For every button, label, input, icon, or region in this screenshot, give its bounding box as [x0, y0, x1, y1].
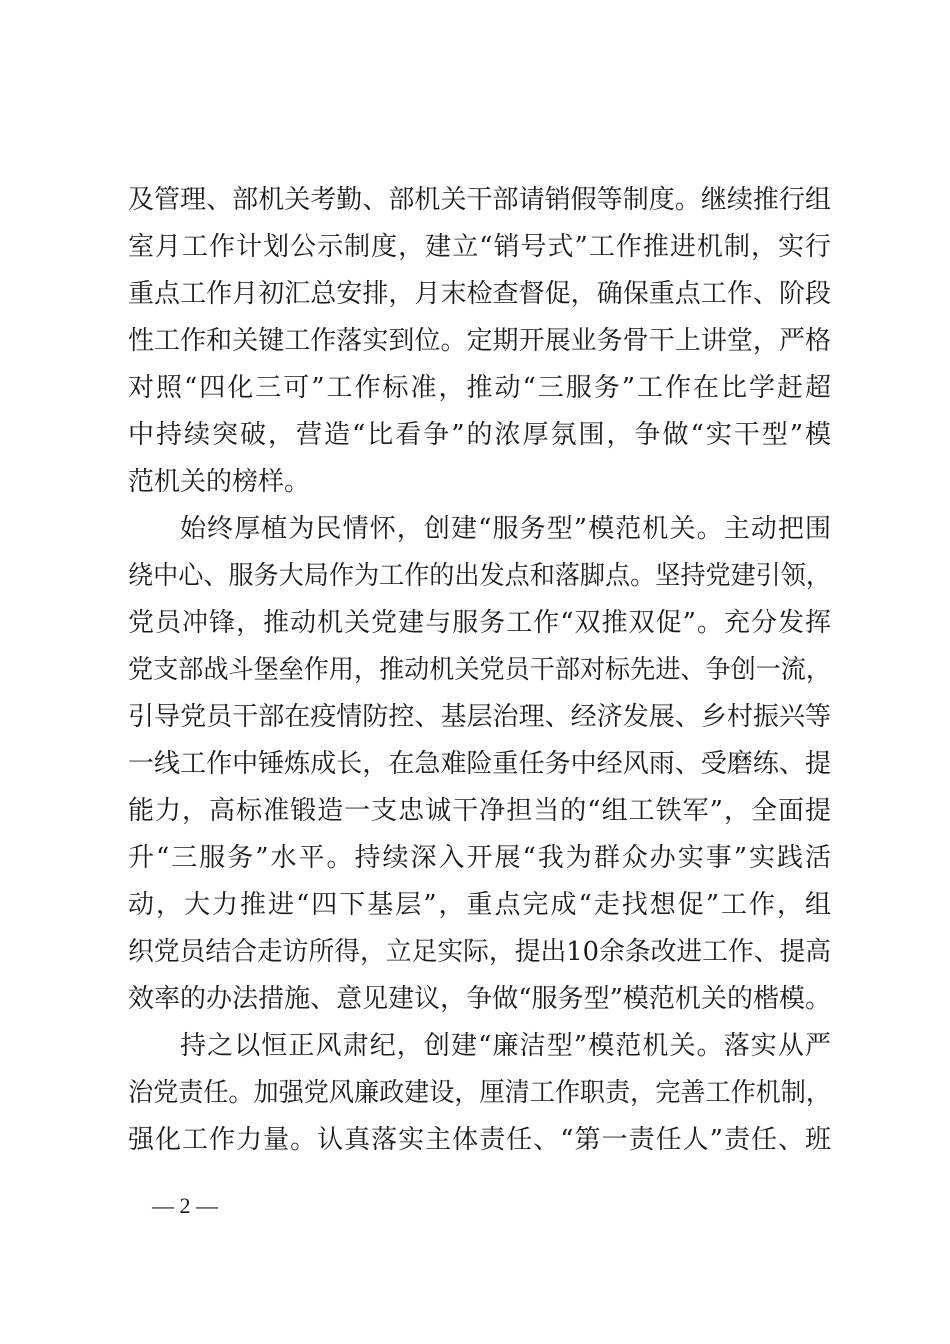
page-number: — 2 — — [152, 1193, 218, 1218]
text-line — [0, 697, 950, 737]
text-line-content: 织党员结合走访所得，立足实际，提出10余条改进工作、提高 — [128, 937, 832, 967]
text-line-content: 持之以恒正风肃纪，创建“廉洁型”模范机关。落实从严 — [180, 1031, 831, 1061]
text-line — [0, 368, 950, 408]
text-line — [0, 321, 950, 361]
text-line — [0, 556, 950, 596]
text-line — [0, 180, 950, 220]
text-line-content: 引导党员干部在疫情防控、基层治理、经济发展、乡村振兴等 — [128, 702, 831, 732]
text-line-content: 绕中心、服务大局作为工作的出发点和落脚点。坚持党建引领， — [128, 561, 832, 591]
text-line — [0, 274, 950, 314]
text-line-content: 动，大力推进“四下基层”，重点完成“走找想促”工作，组 — [128, 890, 831, 920]
paragraph-first-line — [0, 1026, 950, 1066]
text-line — [0, 1073, 950, 1113]
text-line — [0, 650, 950, 690]
text-line — [0, 791, 950, 831]
text-line — [0, 932, 950, 972]
text-line-content: 及管理、部机关考勤、部机关干部请销假等制度。继续推行组 — [128, 185, 831, 215]
text-line-content: 范机关的榜样。 — [128, 467, 311, 497]
text-line-content: 中持续突破，营造“比看争”的浓厚氛围，争做“实干型”模 — [128, 420, 831, 450]
text-line — [0, 885, 950, 925]
text-line — [0, 227, 950, 267]
paragraph-first-line — [0, 509, 950, 549]
text-line-content: 强化工作力量。认真落实主体责任、“第一责任人”责任、班 — [128, 1125, 831, 1155]
text-line-content: 治党责任。加强党风廉政建设，厘清工作职责，完善工作机制， — [128, 1078, 832, 1108]
text-line-content: 始终厚植为民情怀，创建“服务型”模范机关。主动把围 — [180, 514, 831, 544]
text-line-content: 重点工作月初汇总安排，月末检查督促，确保重点工作、阶段 — [128, 279, 831, 309]
text-line — [0, 415, 950, 455]
text-line — [0, 744, 950, 784]
text-line — [0, 838, 950, 878]
text-line-content: 能力，高标准锻造一支忠诚干净担当的“组工铁军”，全面提 — [128, 796, 831, 826]
text-line-content: 一线工作中锤炼成长，在急难险重任务中经风雨、受磨练、提 — [128, 749, 831, 779]
text-line — [0, 603, 950, 643]
text-line — [0, 1120, 950, 1160]
text-line — [0, 979, 950, 1019]
text-line — [0, 462, 950, 502]
text-line-content: 党员冲锋，推动机关党建与服务工作“双推双促”。充分发挥 — [128, 608, 831, 638]
text-line-content: 效率的办法措施、意见建议，争做“服务型”模范机关的楷模。 — [128, 984, 831, 1014]
text-line-content: 升“三服务”水平。持续深入开展“我为群众办实事”实践活 — [128, 843, 831, 873]
text-line-content: 对照“四化三可”工作标准，推动“三服务”工作在比学赶超 — [128, 373, 831, 403]
text-line-content: 性工作和关键工作落实到位。定期开展业务骨干上讲堂，严格 — [128, 326, 831, 356]
text-line-content: 党支部战斗堡垒作用，推动机关党员干部对标先进、争创一流， — [128, 655, 832, 685]
text-line-content: 室月工作计划公示制度，建立“销号式”工作推进机制，实行 — [128, 232, 831, 262]
